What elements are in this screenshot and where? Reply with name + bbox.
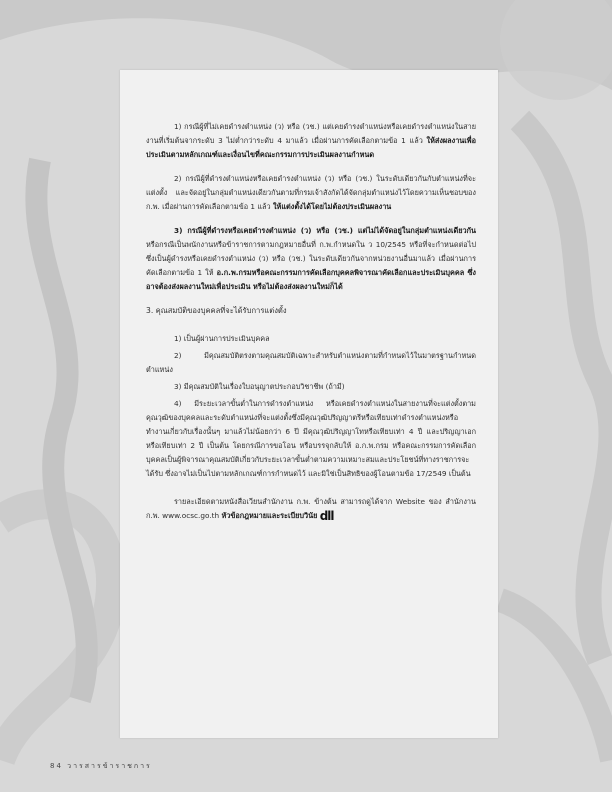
qualification-item-2-text: 2) มีคุณสมบัติตรงตามคุณสมบัติเฉพาะสำหรับตำแหน่งตามที่กำหนดไว้ในมาตรฐานกำหนดตำแหน่ง xyxy=(146,351,476,374)
paragraph-case-3-text: หรือกรณีเป็นพนักงานหรือข้าราชการตามกฎหมายอื่นที่ ก.พ.กำหนดใน ว 10/2545 หรือที่จะกำหนดต่อไป ซึ่งเป็นผู้ดำรงหรือเคยดำรงตำแหน่ง (ว) หรือ (วช.) ในระดับเดียวกันจากหน่วยงานอื่นมาแล้ว เมื่อผ่านการคัดเลือกตามข้อ 1 ให้ xyxy=(146,240,476,277)
paragraph-case-3 xyxy=(146,224,476,294)
qualification-item-4 xyxy=(146,397,476,481)
reference-note xyxy=(146,495,476,523)
paragraph-case-3-bold-c: อ.ก.พ.กรมหรือคณะกรรมการคัดเลือกบุคคลพิจารณาคัดเลือกและประเมินบุคคล ซึ่งอาจต้องส่งผลงานใหม่เพื่อประเมิน หรือไม่ต้องส่งผลงานใหม่ก็ได้ xyxy=(146,268,476,291)
paragraph-case-1-text: 1) กรณีผู้ที่ไม่เคยดำรงตำแหน่ง (ว) หรือ (วช.) แต่เคยดำรงตำแหน่งหรือเคยดำรงตำแหน่งในสายงานที่เริ่มต้นจากระดับ 3 ไม่ต่ำกว่าระดับ 4 มาแล้ว เมื่อผ่านการคัดเลือกตามข้อ 1 แล้ว xyxy=(146,122,476,145)
paragraph-case-1 xyxy=(146,120,476,162)
qualification-item-1 xyxy=(146,332,476,346)
page-footer: 84 วารสารข้าราชการ xyxy=(50,762,152,770)
end-mark-logo: dll xyxy=(319,509,334,523)
qualification-item-3-text: 3) มีคุณสมบัติในเรื่องใบอนุญาตประกอบวิชาชีพ (ถ้ามี) xyxy=(174,382,345,391)
qualification-item-4-text: 4) มีระยะเวลาขั้นต่ำในการดำรงตำแหน่ง หรือเคยดำรงตำแหน่งในสายงานที่จะแต่งตั้งตามคุณวุฒิของบุคคลและระดับตำแหน่งที่จะแต่งตั้งซึ่งมีคุณวุฒิปริญญาตรีหรือเทียบเท่าดำรงตำแหน่งหรือทำงานเกี่ยวกับเรื่องนั้นๆ มาแล้วไม่น้อยกว่า 6 ปี มีคุณวุฒิปริญญาโทหรือเทียบเท่า 4 ปี และปริญญาเอกหรือเทียบเท่า 2 ปี เป็นต้น โดยกรณีการขอโอน หรือบรรจุกลับให้ อ.ก.พ.กรม หรือคณะกรรมการคัดเลือกบุคคลเป็นผู้พิจารณาคุณสมบัติเกี่ยวกับระยะเวลาขั้นต่ำตามความเหมาะสมและประโยชน์ที่ทางราชการจะได้รับ ซึ่งอาจไม่เป็นไปตามหลักเกณฑ์การกำหนดไว้ และมิใช่เป็นสิทธิของผู้โอนตามข้อ 17/2549 เป็นต้น xyxy=(146,399,476,478)
reference-note-text: รายละเอียดตามหนังสือเวียนสำนักงาน ก.พ. ข้างต้น สามารถดูได้จาก Website ของ สำนักงาน ก.พ. www.ocsc.go.th xyxy=(146,497,476,520)
paragraph-case-1-bold: ให้ส่งผลงานเพื่อประเมินตามหลักเกณฑ์และเงื่อนไขที่คณะกรรมการประเมินผลงานกำหนด xyxy=(146,136,476,159)
paragraph-case-2 xyxy=(146,172,476,214)
document-body xyxy=(146,120,476,533)
paragraph-case-2-bold: ให้แต่งตั้งได้โดยไม่ต้องประเมินผลงาน xyxy=(272,202,392,211)
qualification-item-1-text: 1) เป็นผู้ผ่านการประเมินบุคคล xyxy=(174,334,270,343)
qualification-item-3 xyxy=(146,380,476,394)
paragraph-case-3-bold-a: 3) กรณีผู้ที่ดำรงหรือเคยดำรงตำแหน่ง (ว) หรือ (วช.) แต่ไม่ได้จัดอยู่ในกลุ่มตำแหน่งเดียวกัน xyxy=(174,226,476,235)
reference-note-bold: หัวข้อกฎหมายและระเบียบวินัย xyxy=(221,511,318,520)
qualification-item-2 xyxy=(146,349,476,377)
paragraph-case-2-text: 2) กรณีผู้ที่ดำรงตำแหน่งหรือเคยดำรงตำแหน่ง (ว) หรือ (วช.) ในระดับเดียวกันกับตำแหน่งที่จะแต่งตั้ง และจัดอยู่ในกลุ่มตำแหน่งเดียวกันตามที่กรมเจ้าสังกัดได้จัดกลุ่มตำแหน่งไว้โดยความเห็นชอบของ ก.พ. เมื่อผ่านการคัดเลือกตามข้อ 1 แล้ว xyxy=(146,174,476,211)
section-heading-qualifications: 3. คุณสมบัติของบุคคลที่จะได้รับการแต่งตั้ง xyxy=(146,306,287,315)
